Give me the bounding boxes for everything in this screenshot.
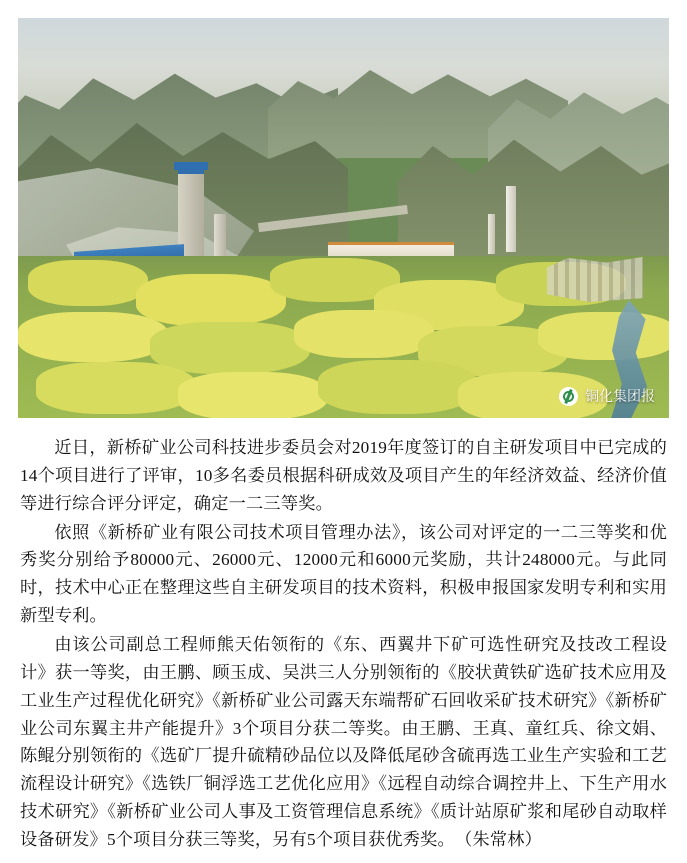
field-patch	[178, 372, 328, 418]
article-photo	[18, 18, 669, 418]
field-patch	[136, 274, 286, 326]
chimney-stack-2	[488, 214, 495, 254]
field-patch	[538, 312, 669, 360]
village-houses	[547, 254, 643, 302]
field-patch	[18, 312, 168, 362]
article-body	[20, 434, 667, 854]
publication-watermark	[559, 386, 655, 406]
publication-name: 铜化集团报	[585, 388, 655, 404]
field-patch	[28, 260, 148, 306]
article-paragraph-1: 近日，新桥矿业公司科技进步委员会对2019年度签订的自主研发项目中已完成的14个项目进行了评审，10多名委员根据科研成效及项目产生的年经济效益、经济价值等进行综合评分评定，确定一二三等奖。	[20, 438, 667, 513]
field-patch	[318, 360, 478, 414]
field-patch	[150, 322, 310, 374]
field-patch	[294, 310, 434, 358]
article-paragraph-2: 依照《新桥矿业有限公司技术项目管理办法》，该公司对评定的一二三等奖和优秀奖分别给予80000元、26000元、12000元和6000元奖励，共计248000元。与此同时，技术中心正在整理这些自主研发项目的技术资料，积极申报国家发明专利和实用新型专利。	[20, 522, 667, 626]
chimney-stack	[506, 186, 516, 252]
photo-scene	[18, 18, 669, 418]
article-paragraph-3: 由该公司副总工程师熊天佑领衔的《东、西翼井下矿可选性研究及技改工程设计》获一等奖，由王鹏、顾玉成、吴洪三人分别领衔的《胶状黄铁矿选矿技术应用及工业生产过程优化研究》《新桥矿业公司露天东端帮矿石回收采矿技术研究》《新桥矿业公司东翼主井产能提升》3个项目分获二等奖。由王鹏、王真、童红兵、徐文娟、陈鲲分别领衔的《选矿厂提升硫精砂品位以及降低尾砂含硫再选工业生产实验和工艺流程设计研究》《选铁厂铜浮选工艺优化应用》《远程自动综合调控井上、下生产用水技术研究》《新桥矿业公司人事及工资管理信息系统》《质计站原矿浆和尾砂自动取样设备研发》5个项目分获三等奖，另有5个项目获优秀奖。 （朱常林）	[20, 635, 667, 850]
article-page	[0, 18, 687, 863]
publication-logo-icon	[559, 387, 578, 406]
field-patch	[36, 362, 196, 414]
